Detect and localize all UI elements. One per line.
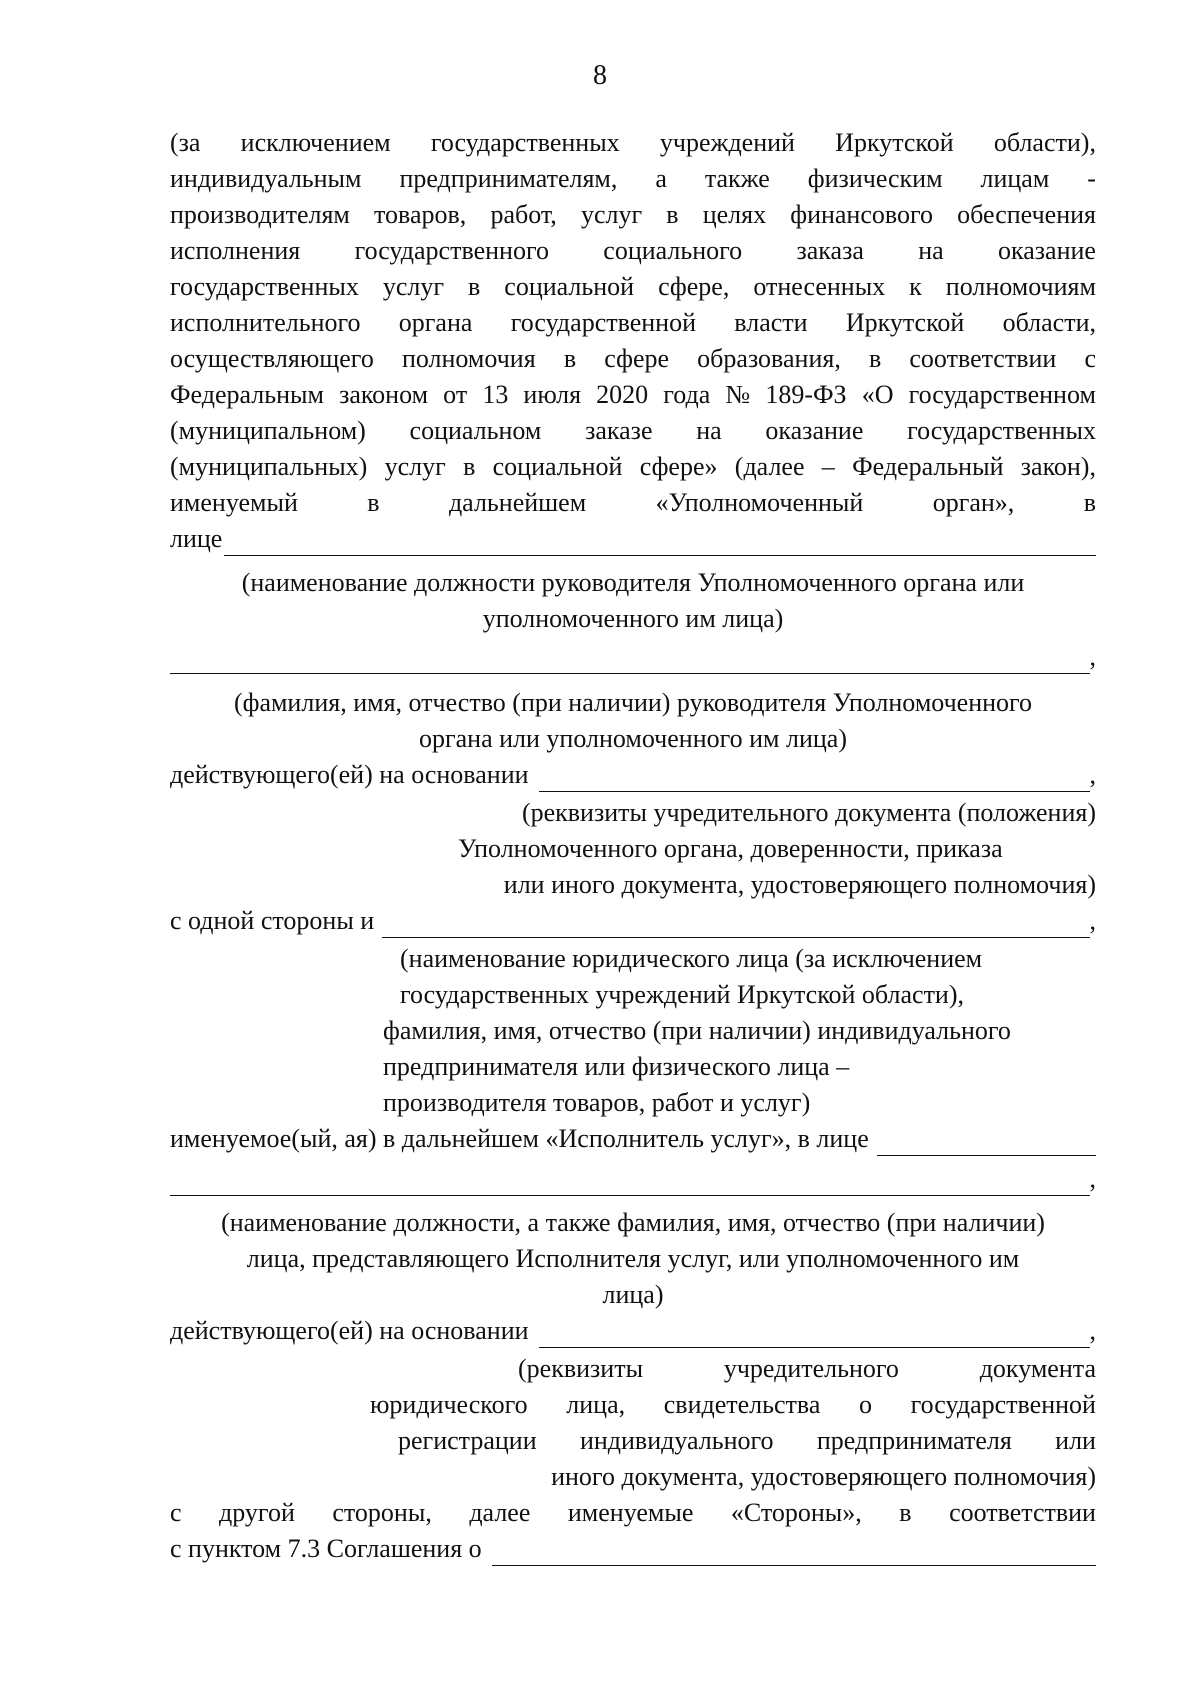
word: года	[663, 380, 711, 409]
executor-basis-blank[interactable]	[539, 1321, 1090, 1348]
word: исполнительного	[170, 308, 361, 337]
caption-executor-line3: лица)	[602, 1280, 664, 1309]
agreement-row	[170, 1532, 1096, 1566]
word: социальной	[504, 272, 635, 301]
word: юридического	[370, 1390, 528, 1419]
word: июля	[523, 380, 582, 409]
acting-basis-label: действующего(ей) на основании	[170, 760, 529, 789]
word: области,	[1002, 308, 1096, 337]
word: услуг	[382, 272, 445, 301]
word: -	[1087, 164, 1096, 193]
signatory-position-row	[170, 522, 1096, 556]
caption-executor-basis-line3	[398, 1424, 1096, 1458]
agreement-label: с пунктом 7.3 Соглашения о	[170, 1534, 482, 1563]
word: работ,	[490, 200, 557, 229]
paragraph-line	[170, 486, 1096, 520]
word: на	[696, 416, 722, 445]
word: услуг	[580, 200, 643, 229]
caption-executor-line2: лица, представляющего Исполнителя услуг, или уполномоченного им	[246, 1244, 1020, 1273]
paragraph-line	[170, 198, 1096, 232]
word: «Стороны»,	[730, 1498, 862, 1527]
paragraph-line	[170, 378, 1096, 412]
word: производителям	[170, 200, 350, 229]
caption-counterparty-line5: производителя товаров, работ и услуг)	[383, 1088, 811, 1117]
word: в	[899, 1498, 912, 1527]
word: (муниципальных)	[170, 452, 368, 481]
word: №	[725, 380, 751, 409]
word: в	[666, 200, 679, 229]
word: или	[1055, 1426, 1096, 1455]
word: товаров,	[374, 200, 467, 229]
word: полномочиям	[945, 272, 1096, 301]
paragraph-line	[170, 162, 1096, 196]
word: заказе	[585, 416, 653, 445]
word: власти	[734, 308, 808, 337]
word: (муниципальном)	[170, 416, 366, 445]
paragraph-line	[170, 1496, 1096, 1530]
word: 2020	[596, 380, 649, 409]
word: Иркутской	[835, 128, 954, 157]
signatory-name-blank[interactable]	[170, 647, 1090, 674]
executor-representative-blank-2[interactable]	[170, 1169, 1090, 1196]
caption-basis-line3: или иного документа, удостоверяющего полномочия)	[503, 870, 1096, 899]
word: стороны,	[332, 1498, 432, 1527]
word: сфере	[604, 344, 670, 373]
paragraph-line	[170, 234, 1096, 268]
paragraph-line	[170, 414, 1096, 448]
word: исполнения	[170, 236, 301, 265]
word: полномочия	[401, 344, 536, 373]
word: в	[463, 452, 476, 481]
word: о	[859, 1390, 872, 1419]
signatory-name-row	[170, 640, 1096, 674]
word: индивидуальным	[170, 164, 362, 193]
word: от	[443, 380, 468, 409]
word: целях	[702, 200, 767, 229]
comma: ,	[1089, 1316, 1096, 1345]
caption-executor-line1: (наименование должности, а также фамилия, имя, отчество (при наличии)	[221, 1208, 1045, 1237]
word: дальнейшем	[448, 488, 587, 517]
word: к	[909, 272, 922, 301]
one-side-label: с одной стороны и	[170, 906, 375, 935]
word: именуемые	[567, 1498, 694, 1527]
executor-representative-row	[170, 1162, 1096, 1196]
word: закон),	[1020, 452, 1096, 481]
caption-counterparty-line4: предпринимателя или физического лица –	[383, 1052, 850, 1081]
word: именуемый	[170, 488, 298, 517]
word: физическим	[807, 164, 943, 193]
paragraph-line	[170, 126, 1096, 160]
word: документа	[979, 1354, 1096, 1383]
signatory-position-blank[interactable]	[224, 529, 1096, 556]
word: государственной	[510, 308, 697, 337]
word: в	[468, 272, 481, 301]
word: социального	[603, 236, 743, 265]
word: соответствии	[909, 344, 1057, 373]
word: (за	[170, 128, 201, 157]
word: Иркутской	[845, 308, 965, 337]
basis-document-blank[interactable]	[539, 765, 1090, 792]
comma: ,	[1089, 906, 1096, 935]
in-person-label: лице	[170, 524, 223, 553]
word: в	[868, 344, 882, 373]
word: оказание	[765, 416, 864, 445]
word: финансового	[790, 200, 934, 229]
word: с	[1084, 344, 1096, 373]
word: области),	[993, 128, 1096, 157]
word: в	[563, 344, 577, 373]
word: заказа	[796, 236, 864, 265]
caption-name-line1: (фамилия, имя, отчество (при наличии) руководителя Уполномоченного	[233, 688, 1033, 717]
acting-basis-label-2: действующего(ей) на основании	[170, 1316, 529, 1345]
basis-row-2	[170, 1314, 1096, 1348]
word: государственных	[907, 416, 1096, 445]
word: образования,	[697, 344, 841, 373]
basis-row	[170, 758, 1096, 792]
executor-representative-blank[interactable]	[877, 1129, 1096, 1156]
word: лицам	[980, 164, 1050, 193]
comma: ,	[1089, 642, 1096, 671]
word: государственных	[430, 128, 620, 157]
word: в	[1083, 488, 1096, 517]
word: на	[918, 236, 944, 265]
word: свидетельства	[663, 1390, 821, 1419]
word: предпринимателя	[816, 1426, 1012, 1455]
word: исключением	[240, 128, 391, 157]
word: государственного	[354, 236, 549, 265]
word: орган»,	[932, 488, 1015, 517]
page-number: 8	[593, 60, 607, 91]
word: 189-ФЗ	[765, 380, 847, 409]
word: обеспечения	[957, 200, 1096, 229]
word: предпринимателям,	[399, 164, 618, 193]
word: законом	[339, 380, 429, 409]
caption-name-line2: органа или уполномоченного им лица)	[418, 724, 848, 753]
comma: ,	[1089, 760, 1096, 789]
word: лица,	[566, 1390, 626, 1419]
word: далее	[469, 1498, 531, 1527]
paragraph-line	[170, 270, 1096, 304]
word: а	[655, 164, 667, 193]
paragraph-line	[170, 342, 1096, 376]
counterparty-name-blank[interactable]	[382, 911, 1089, 938]
caption-executor-basis-line4: иного документа, удостоверяющего полномочия)	[551, 1462, 1096, 1491]
word: сфере»	[639, 452, 718, 481]
word: учреждений	[659, 128, 795, 157]
word: «О	[861, 380, 894, 409]
word: оказание	[998, 236, 1096, 265]
word: регистрации	[398, 1426, 537, 1455]
word: учредительного	[723, 1354, 899, 1383]
agreement-subject-blank[interactable]	[492, 1539, 1096, 1566]
paragraph-line	[170, 450, 1096, 484]
one-side-row	[170, 904, 1096, 938]
word: (далее	[734, 452, 805, 481]
word: –	[821, 452, 835, 481]
comma: ,	[1089, 1164, 1096, 1193]
word: социальной	[492, 452, 623, 481]
caption-basis-line1: (реквизиты учредительного документа (положения)	[521, 798, 1096, 827]
caption-counterparty-line1: (наименование юридического лица (за исключением	[400, 944, 983, 973]
word: 13	[482, 380, 509, 409]
word: государственной	[910, 1390, 1096, 1419]
word: индивидуального	[579, 1426, 774, 1455]
paragraph-line	[170, 306, 1096, 340]
executor-label: именуемое(ый, ая) в дальнейшем «Исполнитель услуг», в лице	[170, 1124, 869, 1153]
caption-position-line2: уполномоченного им лица)	[482, 604, 784, 633]
word: «Уполномоченный	[655, 488, 864, 517]
word: Федеральным	[170, 380, 324, 409]
word: Федеральный	[852, 452, 1004, 481]
word: социальном	[409, 416, 542, 445]
word: органа	[398, 308, 473, 337]
word: соответствии	[949, 1498, 1096, 1527]
caption-counterparty-line3: фамилия, имя, отчество (при наличии) индивидуального	[383, 1016, 1011, 1045]
word: осуществляющего	[170, 344, 374, 373]
word: услуг	[384, 452, 446, 481]
word: также	[704, 164, 770, 193]
word: (реквизиты	[518, 1354, 644, 1383]
word: государственных	[170, 272, 359, 301]
word: сфере,	[658, 272, 730, 301]
caption-executor-basis-line2	[370, 1388, 1096, 1422]
caption-basis-line2: Уполномоченного органа, доверенности, приказа	[458, 834, 1003, 863]
executor-row	[170, 1122, 1096, 1156]
word: другой	[219, 1498, 295, 1527]
word: отнесенных	[753, 272, 886, 301]
caption-counterparty-line2: государственных учреждений Иркутской области),	[400, 980, 965, 1009]
word: с	[170, 1498, 182, 1527]
caption-position-line1: (наименование должности руководителя Уполномоченного органа или	[241, 568, 1025, 597]
caption-executor-basis-line1	[518, 1352, 1096, 1386]
word: в	[367, 488, 380, 517]
word: государственном	[908, 380, 1096, 409]
